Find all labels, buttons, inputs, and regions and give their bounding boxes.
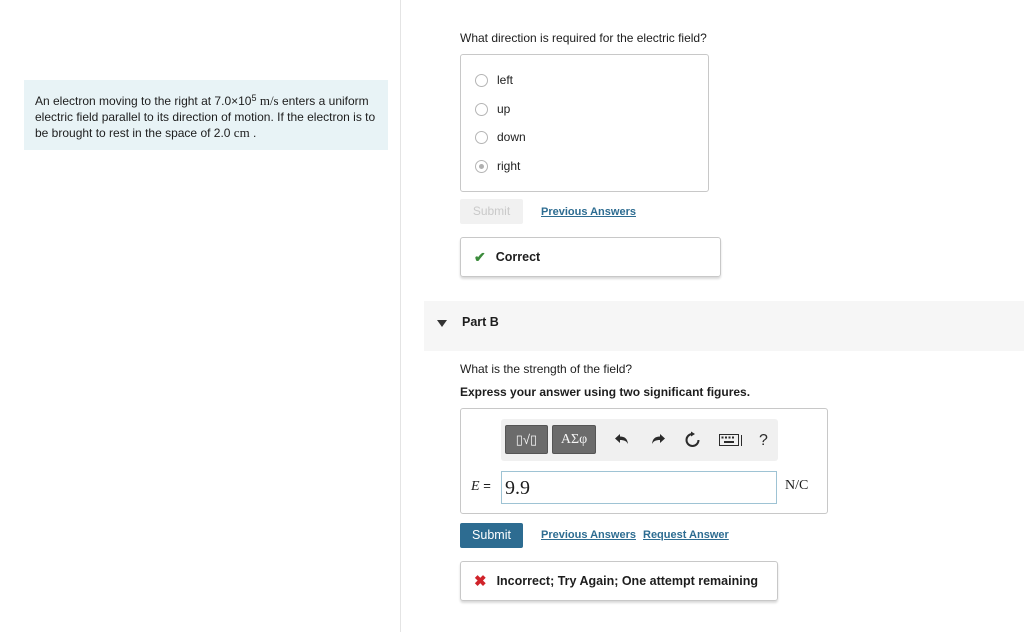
problem-statement — [24, 80, 388, 150]
left-pane — [0, 0, 401, 632]
answer-box — [460, 408, 828, 514]
templates-button[interactable] — [505, 425, 548, 454]
symbols-label: ΑΣφ — [560, 432, 588, 447]
x-mark-icon: ✖ — [474, 573, 487, 590]
keyboard-icon[interactable] — [719, 433, 743, 447]
equation-variable — [471, 478, 491, 495]
part-b-previous-answers-link[interactable]: Previous Answers — [541, 529, 636, 541]
part-b-instruction: Express your answer using two significant figures. — [460, 385, 751, 399]
part-a-question: What direction is required for the electric field? — [460, 31, 707, 45]
speed-unit: m/s — [259, 93, 279, 108]
choice-right[interactable] — [475, 159, 520, 173]
templates-label: ▯√▯ — [515, 432, 538, 447]
reset-icon[interactable] — [684, 431, 701, 448]
radio-up[interactable] — [475, 103, 488, 116]
part-b-title: Part B — [462, 315, 499, 329]
part-a-feedback — [460, 237, 721, 277]
problem-text-start: An electron moving to the right at 7.0×10 — [35, 94, 252, 108]
undo-icon[interactable] — [614, 431, 630, 447]
checkmark-icon: ✔ — [474, 248, 486, 265]
part-a-previous-answers-link[interactable]: Previous Answers — [541, 206, 636, 218]
choice-label-up: up — [497, 102, 511, 116]
choice-label-left: left — [497, 73, 514, 87]
part-b-submit-button[interactable]: Submit — [460, 523, 523, 548]
symbols-button[interactable] — [552, 425, 596, 454]
part-b-question: What is the strength of the field? — [460, 362, 633, 376]
part-b-feedback — [460, 561, 778, 601]
math-toolbar — [501, 419, 778, 461]
request-answer-link[interactable]: Request Answer — [643, 529, 729, 541]
help-icon[interactable]: ? — [759, 432, 768, 449]
choice-left[interactable] — [475, 73, 513, 87]
problem-text-end: . — [249, 126, 257, 140]
part-b-feedback-text: Incorrect; Try Again; One attempt remaining — [496, 574, 758, 588]
choice-label-right: right — [497, 159, 521, 173]
variable-symbol: E — [471, 479, 480, 494]
distance-unit: cm — [233, 125, 250, 140]
direction-choices — [460, 54, 709, 192]
radio-left[interactable] — [475, 74, 488, 87]
speed-exponent: 5 — [251, 93, 257, 103]
part-a-feedback-text: Correct — [495, 250, 541, 264]
answer-input[interactable]: 9.9 — [501, 471, 777, 504]
radio-right[interactable] — [475, 160, 488, 173]
problem-text-middle: enters a uniform electric field parallel to its direction of motion. If the electron is to be brought to rest in the space of 2.0 — [35, 94, 376, 140]
collapse-triangle-icon[interactable] — [437, 320, 447, 327]
choice-down[interactable] — [475, 130, 526, 144]
choice-up[interactable] — [475, 102, 510, 116]
part-b-header[interactable] — [424, 301, 1024, 351]
answer-unit: N/C — [785, 478, 809, 493]
radio-down[interactable] — [475, 131, 488, 144]
equals-sign: = — [483, 478, 491, 493]
part-a-submit-button[interactable]: Submit — [460, 199, 523, 224]
choice-label-down: down — [497, 130, 526, 144]
redo-icon[interactable] — [650, 431, 666, 447]
